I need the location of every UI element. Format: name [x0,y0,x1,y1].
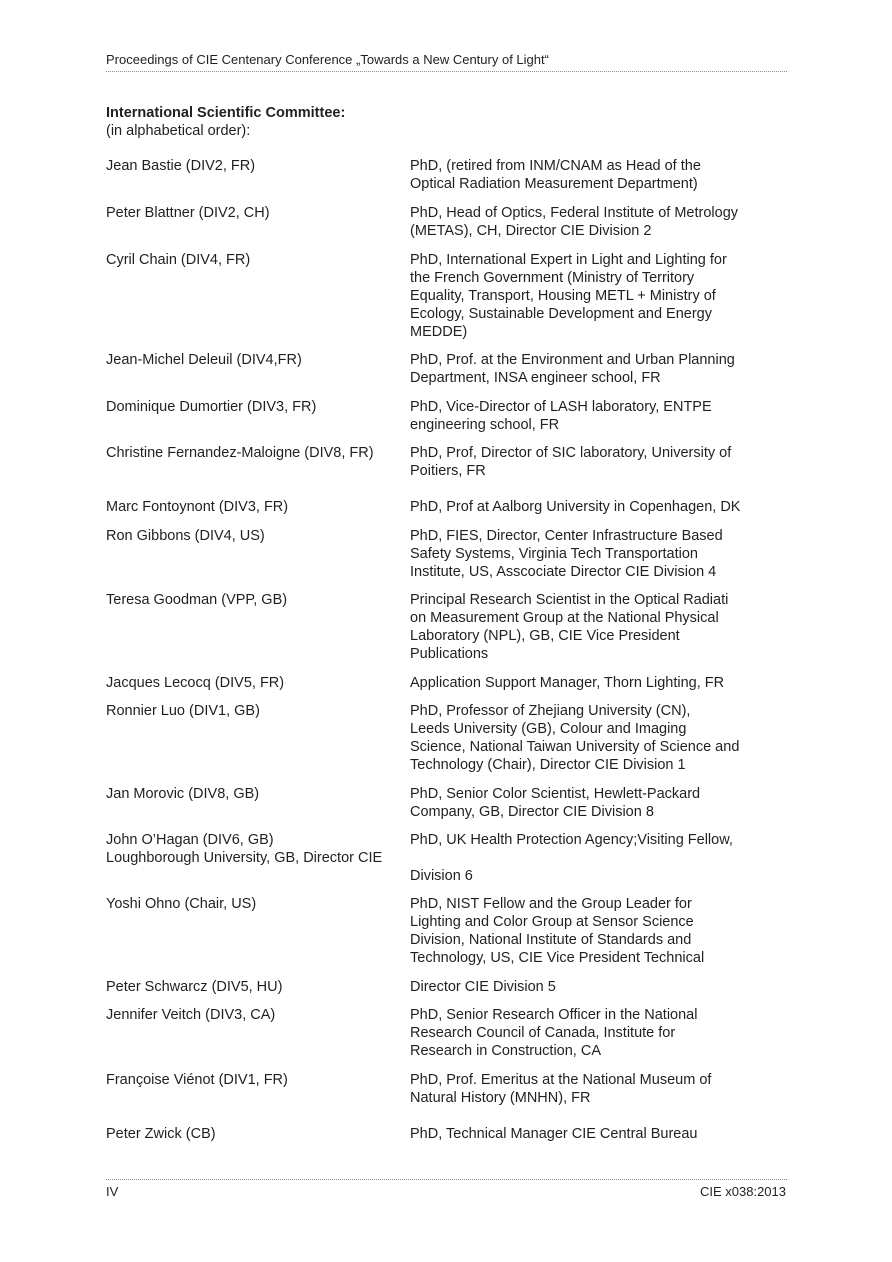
member-name-line: Françoise Viénot (DIV1, FR) [106,1072,288,1088]
member-name-line: Marc Fontoynont (DIV3, FR) [106,499,289,515]
member-description-line: Technology (Chair), Director CIE Division 1 [410,757,686,773]
member-description-line: Research Council of Canada, Institute for [410,1025,676,1041]
member-name-line: Christine Fernandez-Maloigne (DIV8, FR) [106,445,374,461]
member-name [106,895,406,913]
member-description [410,527,760,581]
member-description-line: PhD, UK Health Protection Agency;Visiting Fellow, [410,832,733,848]
member-description-line: Laboratory (NPL), GB, CIE Vice President [410,628,680,644]
member-name-line: Jan Morovic (DIV8, GB) [106,786,260,802]
member-description [410,351,760,387]
member-description-line: Director CIE Division 5 [410,979,556,995]
member-description-line: Principal Research Scientist in the Optical Radiati [410,592,729,608]
member-description-line: Research in Construction, CA [410,1043,601,1059]
member-name [106,157,406,175]
member-description-line: Optical Radiation Measurement Department) [410,176,698,192]
member-name-line: Ron Gibbons (DIV4, US) [106,528,265,544]
member-description-line: PhD, Professor of Zhejiang University (CN), [410,703,691,719]
member-name [106,785,406,803]
member-description [410,157,760,193]
member-description-line: Application Support Manager, Thorn Lighting, FR [410,675,725,691]
member-name [106,527,406,545]
member-description [410,702,760,774]
member-name-line: Peter Zwick (CB) [106,1126,216,1142]
member-description-line: the French Government (Ministry of Territory [410,270,695,286]
member-name-line: Jacques Lecocq (DIV5, FR) [106,675,285,691]
committee-title: International Scientific Committee: [106,105,346,121]
member-description-line: PhD, International Expert in Light and Lighting for [410,252,727,268]
member-name [106,702,406,720]
member-description-line: PhD, NIST Fellow and the Group Leader for [410,896,692,912]
member-description-line: PhD, Vice-Director of LASH laboratory, ENTPE [410,399,712,415]
member-description-line: PhD, Prof, Director of SIC laboratory, University of [410,445,732,461]
member-description-line: PhD, Prof. at the Environment and Urban Planning [410,352,735,368]
member-description-line: PhD, Prof at Aalborg University in Copenhagen, DK [410,499,741,515]
member-name [106,398,406,416]
member-description-line: Division 6 [410,868,473,884]
footer-divider [106,1179,787,1180]
member-name-line: John O’Hagan (DIV6, GB) [106,832,274,848]
member-description [410,204,760,240]
member-description-line: engineering school, FR [410,417,560,433]
member-description [410,785,760,821]
member-description-line: PhD, FIES, Director, Center Infrastructure Based [410,528,723,544]
member-description [410,251,760,341]
member-description-line: PhD, Prof. Emeritus at the National Museum of [410,1072,712,1088]
section-heading [106,104,345,140]
member-description-line: (METAS), CH, Director CIE Division 2 [410,223,652,239]
member-description-line: Natural History (MNHN), FR [410,1090,591,1106]
member-description [410,1006,760,1060]
member-name [106,674,406,692]
member-description [410,1125,760,1143]
member-description-line: Science, National Taiwan University of Science and [410,739,740,755]
member-name [106,351,406,369]
member-name-line: Ronnier Luo (DIV1, GB) [106,703,260,719]
member-description-line: Division, National Institute of Standards and [410,932,692,948]
member-description-line: PhD, Head of Optics, Federal Institute of Metrology [410,205,739,221]
member-name [106,498,406,516]
member-name [106,204,406,222]
member-name-line: Loughborough University, GB, Director CIE [106,850,383,866]
member-description [410,895,760,967]
member-description [410,674,760,692]
running-header: Proceedings of CIE Centenary Conference „Towards a New Century of Light“ [106,52,549,67]
member-description-line: Technology, US, CIE Vice President Technical [410,950,705,966]
member-description-line: Safety Systems, Virginia Tech Transportation [410,546,698,562]
member-name-line: Yoshi Ohno (Chair, US) [106,896,257,912]
member-name-line: Peter Schwarcz (DIV5, HU) [106,979,283,995]
member-description-line: PhD, Senior Research Officer in the National [410,1007,698,1023]
member-name [106,1125,406,1143]
page-number: IV [106,1184,119,1199]
member-description [410,591,760,663]
member-description-line: Ecology, Sustainable Development and Energy [410,306,713,322]
member-name-line: Cyril Chain (DIV4, FR) [106,252,251,268]
member-description-line: on Measurement Group at the National Physical [410,610,719,626]
member-description-line: PhD, Senior Color Scientist, Hewlett-Packard [410,786,701,802]
member-description [410,978,760,996]
committee-subtitle: (in alphabetical order): [106,123,251,139]
member-name-line: Teresa Goodman (VPP, GB) [106,592,288,608]
member-name-line: Dominique Dumortier (DIV3, FR) [106,399,317,415]
member-name-line: Jennifer Veitch (DIV3, CA) [106,1007,276,1023]
member-description-line: Leeds University (GB), Colour and Imaging [410,721,687,737]
member-description-line: Lighting and Color Group at Sensor Science [410,914,694,930]
member-description-line: Equality, Transport, Housing METL + Ministry of [410,288,716,304]
document-id: CIE x038:2013 [699,1184,786,1199]
member-name [106,831,406,867]
member-name [106,1071,406,1089]
member-name [106,978,406,996]
member-description-line: PhD, (retired from INM/CNAM as Head of the [410,158,701,174]
member-description-line: PhD, Technical Manager CIE Central Bureau [410,1126,698,1142]
member-description [410,444,760,480]
member-name [106,1006,406,1024]
header-divider [106,71,787,72]
member-name [106,444,406,462]
member-description-line [410,849,760,867]
member-name [106,251,406,269]
member-description-line: MEDDE) [410,324,468,340]
member-description-line: Publications [410,646,489,662]
member-name-line: Peter Blattner (DIV2, CH) [106,205,270,221]
member-description [410,1071,760,1107]
member-description [410,498,760,516]
member-description [410,398,760,434]
member-description [410,831,760,885]
member-name-line: Jean-Michel Deleuil (DIV4,FR) [106,352,302,368]
member-description-line: Poitiers, FR [410,463,486,479]
member-name [106,591,406,609]
member-description-line: Institute, US, Asscociate Director CIE Division 4 [410,564,717,580]
member-description-line: Company, GB, Director CIE Division 8 [410,804,654,820]
member-description-line: Department, INSA engineer school, FR [410,370,661,386]
member-name-line: Jean Bastie (DIV2, FR) [106,158,256,174]
